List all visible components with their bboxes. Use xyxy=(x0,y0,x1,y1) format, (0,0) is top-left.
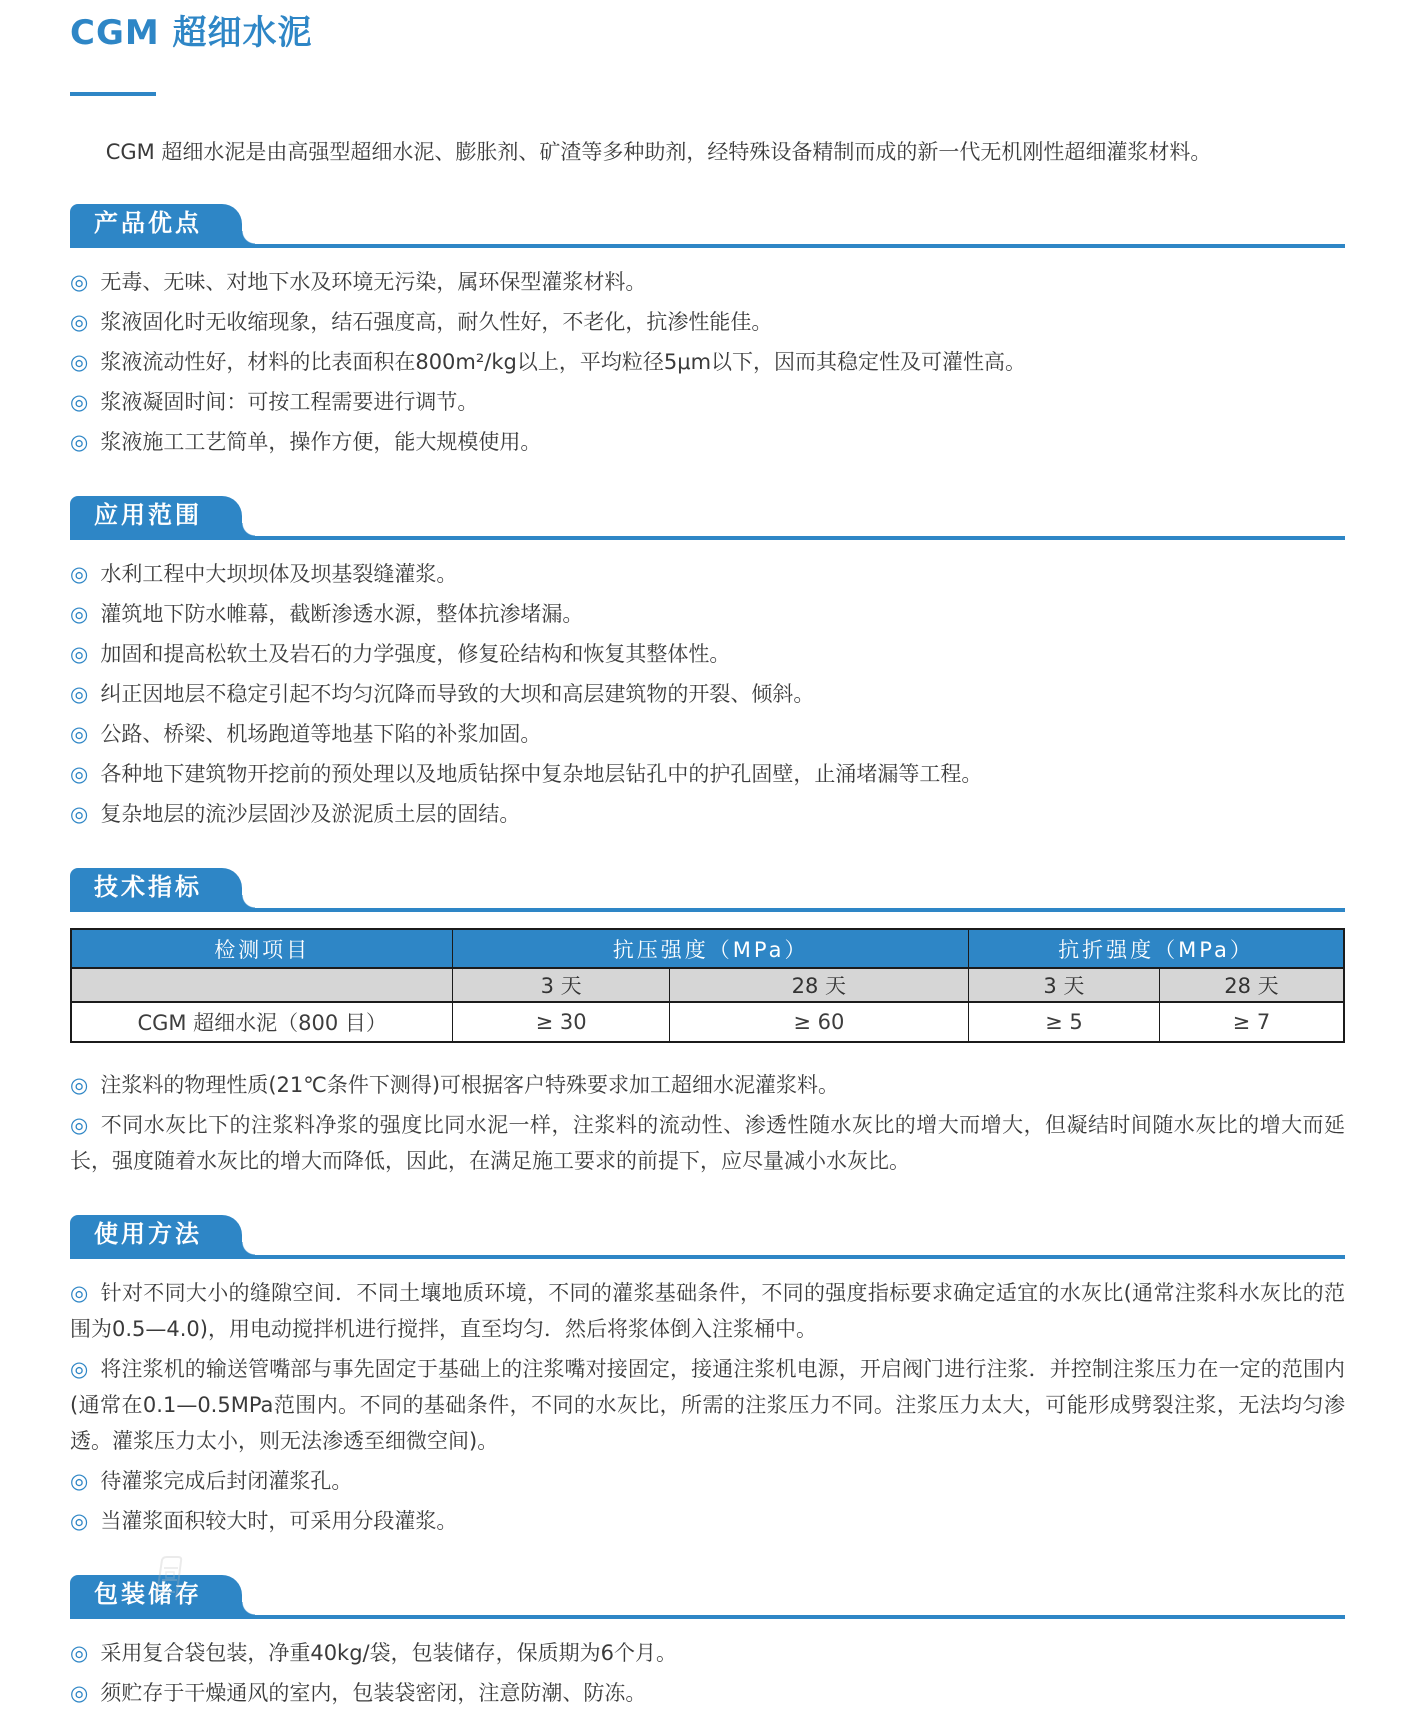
list-item xyxy=(70,304,1345,340)
spec-notes-list xyxy=(70,1067,1345,1179)
section-packaging xyxy=(70,1575,1345,1711)
list-item-text: 浆液固化时无收缩现象，结石强度高，耐久性好，不老化，抗渗性能佳。 xyxy=(100,310,773,334)
list-item xyxy=(70,1351,1345,1459)
list-item-text: 注浆料的物理性质(21℃条件下测得)可根据客户特殊要求加工超细水泥灌浆料。 xyxy=(100,1073,840,1097)
list-item-text: 当灌浆面积较大时，可采用分段灌浆。 xyxy=(100,1509,458,1533)
list-item xyxy=(70,556,1345,592)
intro-paragraph: CGM 超细水泥是由高强型超细水泥、膨胀剂、矿渣等多种助剂，经特殊设备精制而成的新一代无机刚性超细灌浆材料。 xyxy=(105,140,1212,164)
spec-value: ≥ 30 xyxy=(453,1002,669,1042)
list-item xyxy=(70,796,1345,832)
bullet-icon: ◎ xyxy=(70,1357,89,1381)
bullet-icon: ◎ xyxy=(70,1681,89,1705)
spec-table-subheader: 28 天 xyxy=(669,968,968,1002)
list-item-text: 水利工程中大坝坝体及坝基裂缝灌浆。 xyxy=(100,562,458,586)
bullet-icon: ◎ xyxy=(70,270,89,294)
bullet-icon: ◎ xyxy=(70,1509,89,1533)
advantages-list xyxy=(70,264,1345,460)
applications-list xyxy=(70,556,1345,832)
spec-table-group-header-flexural: 抗折强度（MPa） xyxy=(968,929,1344,968)
spec-table-empty-cell xyxy=(71,968,453,1002)
page-title: CGM 超细水泥 xyxy=(70,13,313,53)
section-header-specs xyxy=(70,868,1345,912)
bullet-icon: ◎ xyxy=(70,562,89,586)
list-item xyxy=(70,264,1345,300)
list-item-text: 纠正因地层不稳定引起不均匀沉降而导致的大坝和高层建筑物的开裂、倾斜。 xyxy=(100,682,815,706)
section-specs xyxy=(70,868,1345,1179)
spec-row-name: CGM 超细水泥（800 目） xyxy=(71,1002,453,1042)
usage-list xyxy=(70,1275,1345,1539)
list-item-text: 采用复合袋包装，净重40kg/袋，包装储存，保质期为6个月。 xyxy=(100,1641,677,1665)
bullet-icon: ◎ xyxy=(70,1281,89,1305)
list-item-text: 各种地下建筑物开挖前的预处理以及地质钻探中复杂地层钻孔中的护孔固壁，止涌堵漏等工程。 xyxy=(100,762,983,786)
list-item xyxy=(70,344,1345,380)
section-tab-specs: 技术指标 xyxy=(70,868,242,908)
section-applications xyxy=(70,496,1345,832)
spec-value: ≥ 60 xyxy=(669,1002,968,1042)
bullet-icon: ◎ xyxy=(70,642,89,666)
bullet-icon: ◎ xyxy=(70,682,89,706)
spec-table xyxy=(70,928,1345,1043)
list-item-text: 待灌浆完成后封闭灌浆孔。 xyxy=(100,1469,353,1493)
list-item-text: 公路、桥梁、机场跑道等地基下陷的补浆加固。 xyxy=(100,722,542,746)
bullet-icon: ◎ xyxy=(70,1641,89,1665)
bullet-icon: ◎ xyxy=(70,430,89,454)
list-item xyxy=(70,756,1345,792)
list-item xyxy=(70,424,1345,460)
list-item-text: 浆液凝固时间：可按工程需要进行调节。 xyxy=(100,390,479,414)
bullet-icon: ◎ xyxy=(70,722,89,746)
section-tab-packaging: 包装储存 xyxy=(70,1575,242,1615)
bullet-icon: ◎ xyxy=(70,390,89,414)
watermark-logo xyxy=(138,1556,198,1606)
list-item xyxy=(70,1503,1345,1539)
spec-table-subheader: 28 天 xyxy=(1159,968,1344,1002)
list-item-text: 无毒、无味、对地下水及环境无污染，属环保型灌浆材料。 xyxy=(100,270,647,294)
list-item xyxy=(70,384,1345,420)
spec-table-group-header-compressive: 抗压强度（MPa） xyxy=(453,929,969,968)
spec-table-subheader: 3 天 xyxy=(453,968,669,1002)
list-item-text: 不同水灰比下的注浆料净浆的强度比同水泥一样，注浆料的流动性、渗透性随水灰比的增大而增大，但凝结时间随水灰比的增大而延长，强度随着水灰比的增大而降低，因此，在满足施工要求的前提下，应尽量减小水灰比。 xyxy=(70,1113,1346,1173)
list-item-text: 加固和提高松软土及岩石的力学强度，修复砼结构和恢复其整体性。 xyxy=(100,642,731,666)
list-item xyxy=(70,1275,1345,1347)
packaging-list xyxy=(70,1635,1345,1711)
bullet-icon: ◎ xyxy=(70,762,89,786)
bullet-icon: ◎ xyxy=(70,1469,89,1493)
section-header-usage xyxy=(70,1215,1345,1259)
list-item xyxy=(70,1675,1345,1711)
list-item-text: 针对不同大小的缝隙空间．不同土壤地质环境，不同的灌浆基础条件，不同的强度指标要求确定适宜的水灰比(通常注浆科水灰比的范围为0.5—4.0)，用电动搅拌机进行搅拌，直至均匀．然后将浆体倒入注浆桶中。 xyxy=(70,1281,1345,1341)
bullet-icon: ◎ xyxy=(70,310,89,334)
list-item-text: 将注浆机的输送管嘴部与事先固定于基础上的注浆嘴对接固定，接通注浆机电源，开启阀门进行注浆．并控制注浆压力在一定的范围内(通常在0.1—0.5MPa范围内。不同的基础条件，不同的水灰比，所需的注浆压力不同。注浆压力太大，可能形成劈裂注浆，无法均匀渗透。灌浆压力太小，则无法渗透至细微空间)。 xyxy=(70,1357,1345,1453)
spec-table-header-row xyxy=(71,929,1344,968)
list-item-text: 须贮存于干燥通风的室内，包装袋密闭，注意防潮、防冻。 xyxy=(100,1681,647,1705)
list-item xyxy=(70,1107,1345,1179)
section-header-applications xyxy=(70,496,1345,540)
section-tab-advantages: 产品优点 xyxy=(70,204,242,244)
section-header-packaging xyxy=(70,1575,1345,1619)
list-item xyxy=(70,716,1345,752)
bullet-icon: ◎ xyxy=(70,1113,89,1137)
section-tab-usage: 使用方法 xyxy=(70,1215,242,1255)
title-underline xyxy=(70,92,156,96)
bullet-icon: ◎ xyxy=(70,602,89,626)
section-tab-applications: 应用范围 xyxy=(70,496,242,536)
spec-value: ≥ 7 xyxy=(1159,1002,1344,1042)
list-item-text: 浆液施工工艺简单，操作方便，能大规模使用。 xyxy=(100,430,542,454)
section-advantages xyxy=(70,204,1345,460)
list-item xyxy=(70,596,1345,632)
list-item-text: 灌筑地下防水帷幕，截断渗透水源，整体抗渗堵漏。 xyxy=(100,602,584,626)
section-header-advantages xyxy=(70,204,1345,248)
bullet-icon: ◎ xyxy=(70,802,89,826)
spec-table-subheader-row xyxy=(71,968,1344,1002)
spec-table-subheader: 3 天 xyxy=(968,968,1159,1002)
list-item xyxy=(70,1463,1345,1499)
bullet-icon: ◎ xyxy=(70,350,89,374)
spec-value: ≥ 5 xyxy=(968,1002,1159,1042)
section-usage xyxy=(70,1215,1345,1539)
list-item xyxy=(70,1635,1345,1671)
spec-table-col-header: 检测项目 xyxy=(71,929,453,968)
list-item xyxy=(70,636,1345,672)
list-item xyxy=(70,676,1345,712)
list-item-text: 浆液流动性好，材料的比表面积在800m²/kg以上，平均粒径5μm以下，因而其稳定性及可灌性高。 xyxy=(100,350,1027,374)
list-item xyxy=(70,1067,1345,1103)
bullet-icon: ◎ xyxy=(70,1073,89,1097)
list-item-text: 复杂地层的流沙层固沙及淤泥质土层的固结。 xyxy=(100,802,521,826)
table-row xyxy=(71,1002,1344,1042)
